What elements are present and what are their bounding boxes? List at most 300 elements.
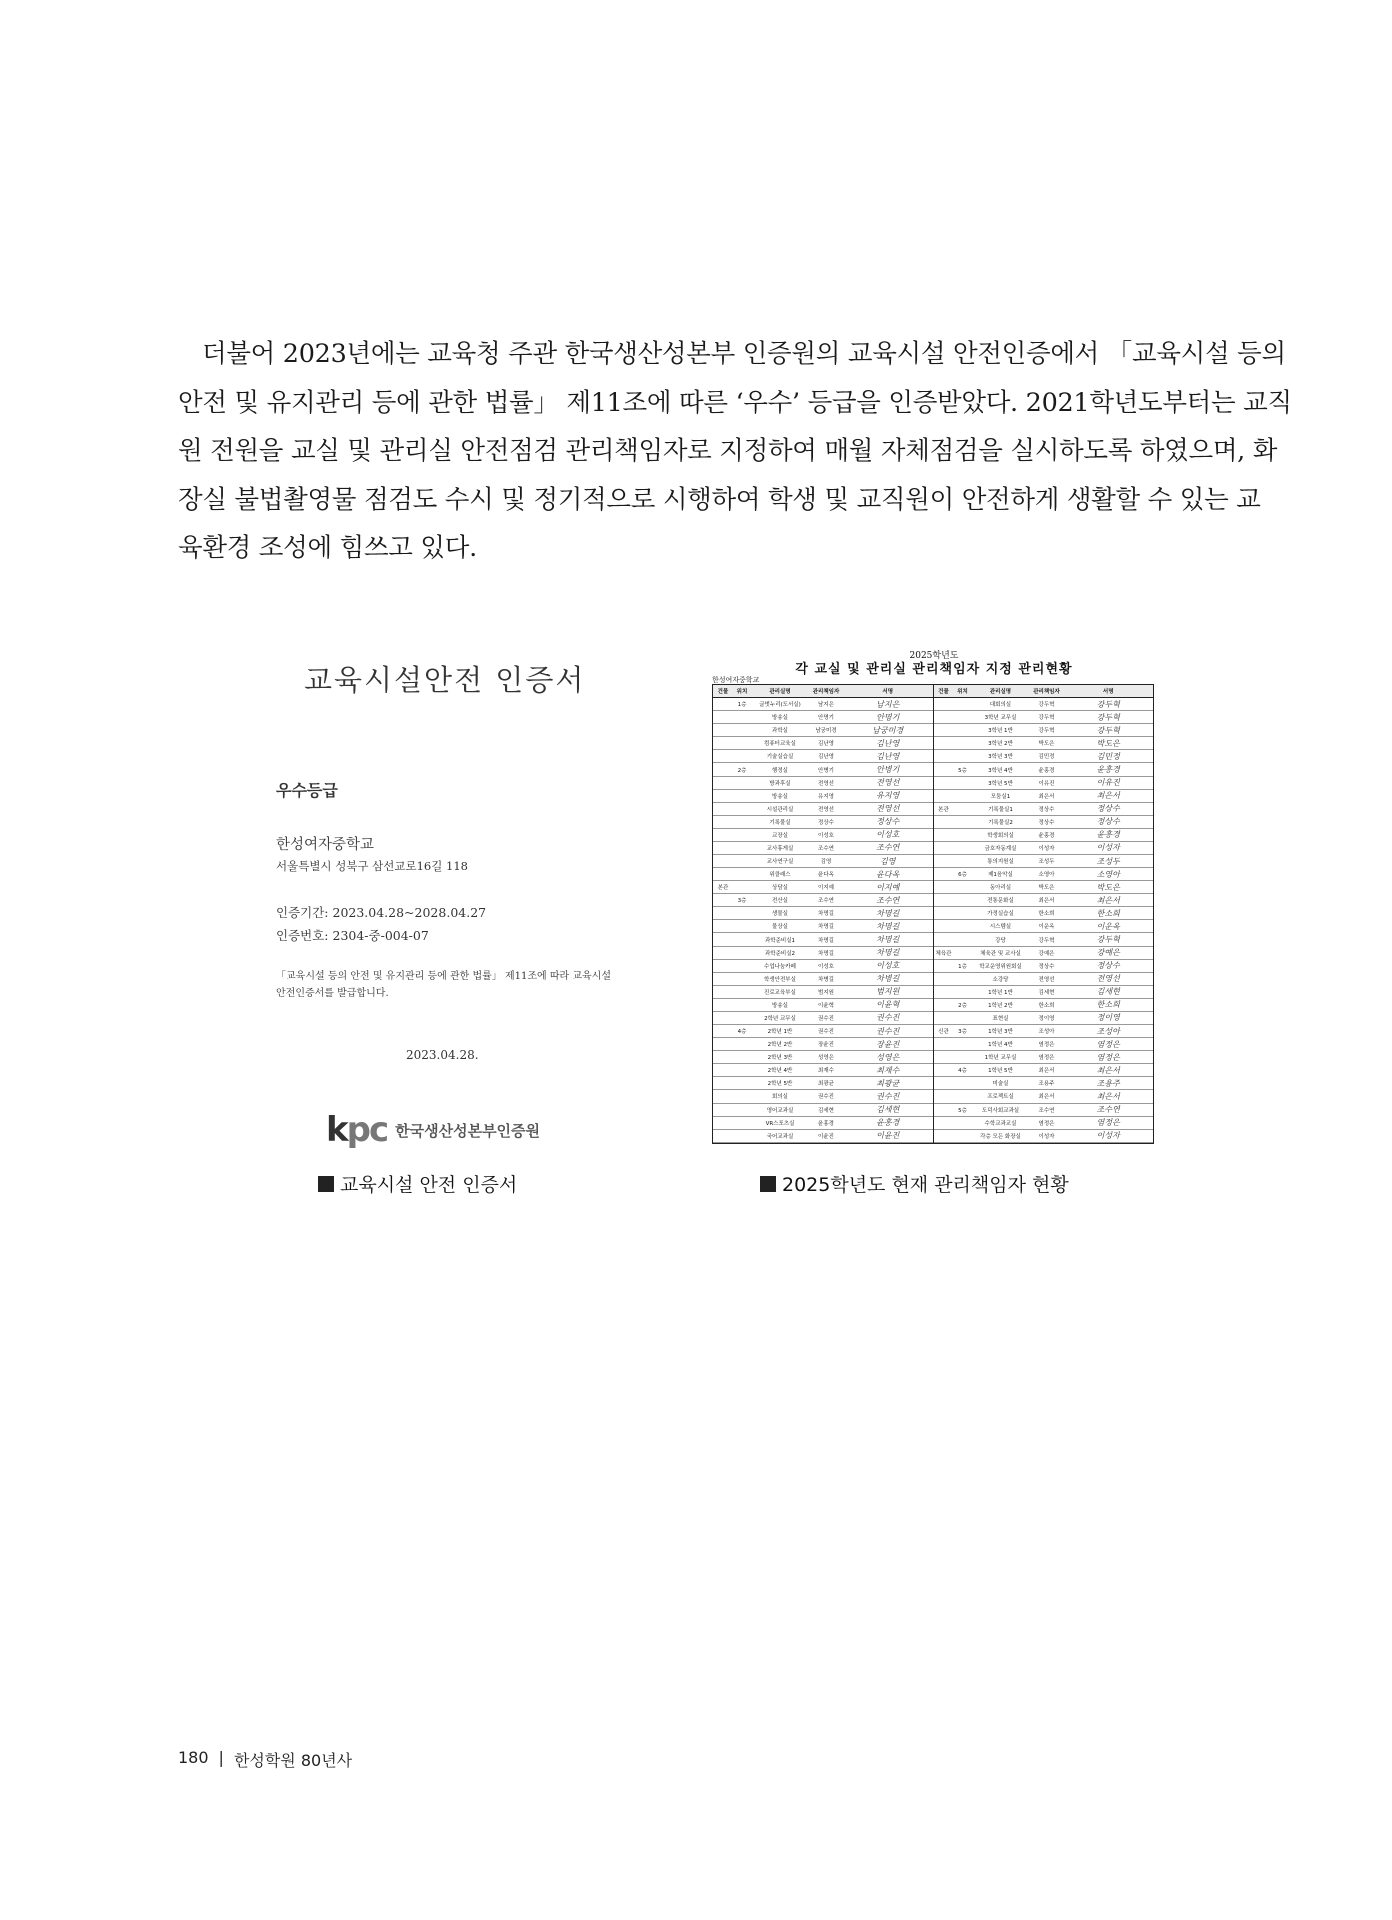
- signature-cell: 박도은: [1096, 738, 1120, 748]
- table-row: [713, 868, 933, 881]
- table-header-cell: 서명: [882, 689, 894, 696]
- table-cell: 표현실: [992, 1015, 1009, 1022]
- signature-cell: 조수연: [876, 895, 900, 905]
- table-row: [713, 724, 933, 737]
- table-cell: 2학년 1반: [767, 1029, 793, 1036]
- table-cell: 2학년 4반: [767, 1068, 793, 1075]
- signature-cell: 김민정: [1096, 751, 1120, 761]
- caption-status-table: [760, 1170, 1069, 1197]
- signature-cell: 범지원: [876, 987, 900, 997]
- table-header-cell: 관리책임자: [1033, 689, 1060, 696]
- signature-cell: 김난영: [876, 751, 900, 761]
- table-cell: 성영은: [818, 1055, 834, 1062]
- table-row: [713, 960, 933, 973]
- table-cell: 프로젝트실: [987, 1094, 1014, 1101]
- table-row: [934, 999, 1154, 1012]
- table-row: [713, 1090, 933, 1103]
- table-cell: 유지영: [818, 793, 834, 800]
- signature-cell: 이지예: [876, 882, 900, 892]
- table-cell: 수업나눔카페: [764, 963, 796, 970]
- kpc-logo-mark: kpc: [326, 1110, 388, 1150]
- table-cell: 최광균: [818, 1081, 834, 1088]
- signature-cell: 최재수: [876, 1065, 900, 1075]
- signature-cell: 이운옥: [1096, 921, 1120, 931]
- table-header-row: [934, 685, 1154, 698]
- table-cell: 2학년 교무실: [764, 1015, 796, 1022]
- signature-cell: 정상수: [876, 817, 900, 827]
- table-cell: 조용주: [1038, 1081, 1055, 1088]
- table-cell: 4층: [958, 1068, 967, 1075]
- table-cell: 본관: [717, 885, 729, 892]
- table-cell: 윤홍경: [1038, 832, 1055, 839]
- table-cell: 조수연: [818, 898, 834, 905]
- table-row: [934, 711, 1154, 724]
- table-row: [713, 855, 933, 868]
- table-cell: 대회의실: [989, 702, 1012, 709]
- table-cell: 이윤혁: [818, 1002, 834, 1009]
- table-row: [713, 986, 933, 999]
- table-row: [934, 1038, 1154, 1051]
- table-header-row: [713, 685, 933, 698]
- signature-cell: 김세현: [876, 1105, 900, 1115]
- signature-cell: 권수진: [876, 1013, 900, 1023]
- signature-cell: 차명길: [876, 948, 900, 958]
- table-cell: 한소희: [1038, 1002, 1055, 1009]
- table-cell: 기술실습실: [766, 754, 794, 761]
- table-row: [934, 790, 1154, 803]
- table-cell: 이성호: [818, 832, 834, 839]
- table-row: [934, 1077, 1154, 1090]
- table-cell: 2층: [958, 1002, 967, 1009]
- table-row: [934, 724, 1154, 737]
- table-cell: 남지은: [818, 702, 834, 709]
- signature-cell: 조성아: [1096, 1026, 1120, 1036]
- table-cell: 강두혁: [1038, 728, 1055, 735]
- table-cell: 전영선: [818, 780, 834, 787]
- table-row: [713, 999, 933, 1012]
- body-line: 장실 불법촬영물 점검도 수시 및 정기적으로 시행하여 학생 및 교직원이 안전하게 생활할 수 있는 교: [178, 484, 1261, 515]
- signature-cell: 권수진: [876, 1026, 900, 1036]
- signature-cell: 정상수: [1096, 961, 1120, 971]
- body-line: 원 전원을 교실 및 관리실 안전점검 관리책임자로 지정하여 매월 자체점검을 실시하도록 하였으며, 화: [178, 436, 1278, 466]
- signature-cell: 염정은: [1096, 1039, 1120, 1049]
- table-cell: 김영: [820, 859, 832, 866]
- table-row: [713, 973, 933, 986]
- table-cell: 시설관리실: [766, 806, 794, 813]
- bullet-square-icon: [760, 1176, 776, 1192]
- table-cell: 권수진: [818, 1015, 834, 1022]
- table-cell: 2층: [737, 767, 747, 774]
- table-header-cell: 건물: [938, 689, 949, 696]
- table-cell: 상담실: [772, 885, 788, 892]
- table-row: [934, 1064, 1154, 1077]
- table-row: [713, 1012, 933, 1025]
- table-cell: 염정은: [1038, 1055, 1055, 1062]
- table-cell: 강두혁: [1038, 702, 1055, 709]
- signature-cell: 강두혁: [1096, 935, 1120, 945]
- table-title: 각 교실 및 관리실 관리책임자 지정 관리현황: [795, 662, 1073, 677]
- status-table-right: [933, 685, 1154, 1143]
- table-row: [934, 855, 1154, 868]
- table-cell: 체육관 및 교사실: [980, 950, 1021, 957]
- table-cell: 최은서: [1038, 898, 1055, 905]
- table-row: [713, 1117, 933, 1130]
- table-header-cell: 건물: [717, 689, 729, 696]
- table-row: [713, 933, 933, 946]
- table-cell: 과학실: [772, 728, 788, 735]
- table-cell: 학생회의실: [987, 832, 1014, 839]
- table-row: [713, 763, 933, 776]
- table-cell: 최은서: [1038, 793, 1055, 800]
- signature-cell: 이성호: [876, 830, 900, 840]
- table-cell: 영어교과실: [766, 1107, 794, 1114]
- page-number: 180: [178, 1748, 209, 1767]
- signature-cell: 최광균: [876, 1078, 900, 1088]
- table-row: [713, 750, 933, 763]
- certificate-title: 교육시설안전 인증서: [304, 663, 586, 697]
- table-cell: 이성자: [1038, 845, 1055, 852]
- table-row: [934, 750, 1154, 763]
- signature-cell: 이성호: [876, 961, 900, 971]
- table-cell: 3학년 5반: [988, 780, 1013, 787]
- certificate-law-text: 「교육시설 등의 안전 및 유지관리 등에 관한 법률」 제11조에 따라 교육시설안전인증서를 발급합니다.: [276, 971, 611, 999]
- signature-cell: 성영은: [876, 1052, 900, 1062]
- signature-cell: 정이영: [1096, 1013, 1120, 1023]
- table-cell: 이유진: [1038, 780, 1055, 787]
- table-cell: 컴퓨터교육실: [764, 741, 796, 748]
- table-cell: 김민정: [1038, 754, 1055, 761]
- table-row: [713, 777, 933, 790]
- table-row: [934, 1104, 1154, 1117]
- body-paragraph: [178, 330, 1292, 573]
- table-row: [713, 1104, 933, 1117]
- signature-cell: 조성두: [1096, 856, 1120, 866]
- signature-cell: 최은서: [1096, 1091, 1120, 1101]
- table-cell: 체육관: [935, 950, 952, 957]
- table-cell: 안명기: [818, 715, 834, 722]
- signature-cell: 김세현: [1096, 987, 1120, 997]
- table-header-cell: 위치: [957, 689, 968, 696]
- signature-cell: 박도은: [1096, 882, 1120, 892]
- table-row: [934, 1025, 1154, 1038]
- table-cell: 차명길: [818, 937, 834, 944]
- table-cell: 미술실: [992, 1081, 1009, 1088]
- body-line: 육환경 조성에 힘쓰고 있다.: [178, 533, 477, 563]
- table-cell: 전영선: [1038, 976, 1055, 983]
- signature-cell: 이성자: [1096, 1131, 1120, 1141]
- table-cell: 조수연: [818, 845, 834, 852]
- table-header-cell: 관리실명: [769, 689, 791, 696]
- table-row: [934, 763, 1154, 776]
- table-cell: 2학년 3반: [767, 1055, 793, 1062]
- table-cell: 1학년 2반: [988, 1002, 1013, 1009]
- signature-cell: 김난영: [876, 738, 900, 748]
- table-row: [713, 829, 933, 842]
- table-cell: 최은서: [1038, 1068, 1055, 1075]
- table-cell: 1학년 1반: [988, 989, 1013, 996]
- table-cell: 전산실: [772, 898, 788, 905]
- table-row: [713, 907, 933, 920]
- table-cell: 동아리실: [989, 885, 1012, 892]
- table-cell: 최재수: [818, 1068, 834, 1075]
- table-cell: 한소희: [1038, 911, 1055, 918]
- table-cell: 3학년 3반: [988, 754, 1013, 761]
- table-cell: 회의실: [772, 1094, 788, 1101]
- signature-cell: 한소희: [1096, 908, 1120, 918]
- table-cell: 강두혁: [1038, 715, 1055, 722]
- table-row: [934, 933, 1154, 946]
- certificate-school: 한성여자중학교: [276, 837, 375, 853]
- table-row: [934, 1051, 1154, 1064]
- table-cell: 기록물실2: [988, 819, 1013, 826]
- table-cell: 1학년 교무실: [984, 1055, 1017, 1062]
- table-cell: 3층: [958, 1029, 967, 1036]
- table-cell: 기록물실1: [988, 806, 1013, 813]
- table-cell: 조성두: [1038, 859, 1055, 866]
- table-cell: 교장실: [772, 832, 788, 839]
- table-cell: 3학년 4반: [988, 767, 1013, 774]
- certificate-address: 서울특별시 성북구 삼선교로16길 118: [276, 859, 468, 873]
- signature-cell: 윤홍경: [876, 1118, 900, 1128]
- table-cell: 금호자동계실: [984, 845, 1017, 852]
- table-cell: 정상수: [818, 819, 834, 826]
- issuer-name: 한국생산성본부인증원: [395, 1121, 541, 1140]
- signature-cell: 염정은: [1096, 1118, 1120, 1128]
- table-row: [713, 1077, 933, 1090]
- table-cell: 소강당: [992, 976, 1009, 983]
- table-header-cell: 관리책임자: [812, 689, 840, 696]
- table-row: [713, 1051, 933, 1064]
- signature-cell: 강두혁: [1096, 725, 1120, 735]
- table-cell: 행정실: [772, 767, 788, 774]
- table-cell: 차명길: [818, 950, 834, 957]
- table-row: [713, 894, 933, 907]
- table-cell: 교사휴게실: [766, 845, 794, 852]
- table-cell: 방과후실: [769, 780, 791, 787]
- caption-certificate: [318, 1170, 517, 1197]
- table-cell: 이윤진: [818, 1133, 834, 1140]
- table-cell: 본관: [938, 806, 949, 813]
- table-cell: 진로교육부실: [764, 989, 796, 996]
- signature-cell: 차명길: [876, 935, 900, 945]
- table-row: [934, 920, 1154, 933]
- signature-cell: 차명길: [876, 921, 900, 931]
- table-row: [934, 986, 1154, 999]
- bullet-square-icon: [318, 1176, 334, 1192]
- table-cell: 모둠실1: [990, 793, 1011, 800]
- table-cell: 최은서: [1038, 1094, 1055, 1101]
- table-cell: 3학년 2반: [988, 741, 1013, 748]
- table-cell: 강예은: [1038, 950, 1055, 957]
- table-cell: 2학년 5반: [767, 1081, 793, 1088]
- table-cell: 소영아: [1038, 872, 1055, 879]
- table-cell: 방송실: [772, 1002, 788, 1009]
- signature-cell: 김영: [880, 856, 896, 866]
- signature-cell: 전영선: [876, 778, 900, 788]
- signature-cell: 윤홍경: [1096, 830, 1120, 840]
- table-cell: 1학년 3반: [988, 1029, 1013, 1036]
- manager-status-table-image: [712, 648, 1156, 1146]
- signature-cell: 강예은: [1096, 948, 1120, 958]
- table-row: [934, 1117, 1154, 1130]
- table-cell: 윤다옥: [818, 872, 834, 879]
- table-header-cell: 서명: [1102, 689, 1114, 696]
- certificate-grade: 우수등급: [276, 781, 338, 800]
- table-cell: 도덕사회교과실: [981, 1107, 1020, 1114]
- signature-cell: 유지영: [876, 791, 900, 801]
- signature-cell: 소영아: [1096, 869, 1120, 879]
- table-row: [713, 920, 933, 933]
- table-cell: 가정실습실: [987, 911, 1014, 918]
- signature-cell: 차병길: [876, 974, 900, 984]
- signature-cell: 장윤진: [876, 1039, 900, 1049]
- table-row: [934, 894, 1154, 907]
- table-row: [713, 842, 933, 855]
- book-title: 한성학원 80년사: [233, 1751, 353, 1770]
- table-cell: 차병길: [818, 976, 834, 983]
- table-cell: 글벗누리(도서실): [759, 702, 801, 709]
- table-cell: 6층: [958, 872, 967, 879]
- table-cell: 장윤진: [818, 1042, 834, 1049]
- signature-cell: 최은서: [1096, 791, 1120, 801]
- table-cell: 3학년 교무실: [984, 715, 1017, 722]
- table-row: [713, 790, 933, 803]
- table-cell: 조성아: [1038, 1029, 1055, 1036]
- signature-cell: 남지은: [876, 699, 900, 709]
- table-cell: 박도은: [1038, 885, 1055, 892]
- table-row: [713, 1038, 933, 1051]
- table-row: [713, 1025, 933, 1038]
- table-row: [934, 960, 1154, 973]
- status-table: [712, 684, 1154, 1144]
- signature-cell: 조수연: [1096, 1105, 1120, 1115]
- safety-certificate-image: [266, 648, 652, 1158]
- table-cell: 3층: [737, 898, 747, 905]
- table-row: [713, 737, 933, 750]
- signature-cell: 권수진: [876, 1091, 900, 1101]
- table-cell: 강당: [995, 937, 1006, 944]
- signature-cell: 정상수: [1096, 804, 1120, 814]
- table-year: 2025학년도: [909, 651, 959, 661]
- table-row: [713, 816, 933, 829]
- table-cell: 이성자: [1038, 1133, 1055, 1140]
- caption-text: 교육시설 안전 인증서: [340, 1174, 518, 1196]
- table-row: [934, 907, 1154, 920]
- table-cell: 김난영: [818, 741, 834, 748]
- table-cell: 1학년 4반: [988, 1042, 1013, 1049]
- table-cell: 박도은: [1038, 741, 1055, 748]
- table-cell: 방송실: [772, 715, 788, 722]
- table-row: [934, 829, 1154, 842]
- table-cell: 염정은: [1038, 1120, 1055, 1127]
- signature-cell: 이성자: [1096, 843, 1120, 853]
- table-row: [713, 711, 933, 724]
- table-cell: 남궁미경: [815, 728, 837, 735]
- table-cell: 염정은: [1038, 1042, 1055, 1049]
- table-cell: 정상수: [1038, 806, 1055, 813]
- signature-cell: 안병기: [876, 765, 900, 774]
- signature-cell: 안명기: [876, 712, 900, 722]
- table-row: [934, 698, 1154, 711]
- table-cell: 시스템실: [989, 924, 1012, 931]
- signature-cell: 최은서: [1096, 1065, 1120, 1075]
- table-cell: 1층: [737, 702, 747, 709]
- signature-cell: 염정은: [1096, 1052, 1120, 1062]
- table-cell: 정이영: [1038, 1015, 1055, 1022]
- caption-text: 2025학년도 현재 관리책임자 현황: [782, 1174, 1069, 1196]
- table-cell: 전통문화실: [987, 898, 1014, 905]
- table-cell: 5층: [958, 1107, 967, 1114]
- table-cell: 위클래스: [769, 872, 791, 879]
- table-header-cell: 위치: [736, 689, 748, 696]
- table-row: [934, 842, 1154, 855]
- table-cell: 각층 모든 화장실: [980, 1133, 1021, 1140]
- table-row: [934, 803, 1154, 816]
- table-row: [934, 881, 1154, 894]
- table-cell: 수학교과교실: [984, 1120, 1017, 1127]
- signature-cell: 조용주: [1096, 1078, 1120, 1088]
- table-cell: 범지원: [818, 989, 834, 996]
- signature-cell: 정상수: [1096, 817, 1120, 827]
- table-cell: 2학년 2반: [767, 1042, 793, 1049]
- table-cell: 학교운영위원회실: [979, 963, 1022, 970]
- table-row: [934, 947, 1154, 960]
- signature-cell: 강두혁: [1096, 699, 1120, 709]
- table-row: [713, 947, 933, 960]
- table-cell: 과학준비실1: [764, 937, 796, 944]
- table-cell: 윤홍경: [818, 1120, 834, 1127]
- kpc-logo: [326, 1110, 540, 1150]
- table-cell: 윤홍경: [1038, 767, 1055, 774]
- table-cell: 1학년 5반: [988, 1068, 1013, 1075]
- table-row: [934, 973, 1154, 986]
- table-cell: 기록물실: [769, 819, 791, 826]
- table-row: [934, 737, 1154, 750]
- table-cell: 학생안전부실: [764, 976, 796, 983]
- table-cell: 1층: [958, 963, 967, 970]
- table-cell: 김세현: [1038, 989, 1055, 996]
- table-cell: 안병기: [818, 767, 834, 774]
- signature-cell: 최은서: [1096, 895, 1120, 905]
- table-cell: 생물실: [772, 911, 788, 918]
- table-header-cell: 관리실명: [989, 689, 1012, 696]
- table-cell: 제1음악실: [988, 872, 1013, 879]
- table-cell: 차명길: [818, 911, 834, 918]
- table-cell: 김세현: [818, 1107, 834, 1114]
- signature-cell: 윤다옥: [876, 869, 900, 879]
- table-row: [713, 803, 933, 816]
- certificate-number: 인증번호: 2304-중-004-07: [276, 928, 429, 943]
- signature-cell: 한소희: [1096, 1000, 1120, 1010]
- table-cell: 4층: [737, 1029, 747, 1036]
- footer-separator: |: [218, 1748, 224, 1767]
- body-line: 더불어 2023년에는 교육청 주관 한국생산성본부 인증원의 교육시설 안전인증에서 「교육시설 등의: [202, 339, 1286, 369]
- table-cell: 강두혁: [1038, 937, 1055, 944]
- table-cell: 권수진: [818, 1029, 834, 1036]
- table-row: [934, 1090, 1154, 1103]
- table-school: 한성여자중학교: [712, 676, 760, 684]
- table-cell: 차명길: [818, 924, 834, 931]
- status-table-left: [713, 685, 933, 1143]
- table-row: [934, 816, 1154, 829]
- table-row: [934, 1012, 1154, 1025]
- table-cell: 신관: [938, 1029, 949, 1036]
- table-row: [713, 1130, 933, 1143]
- signature-cell: 차명길: [876, 908, 900, 918]
- table-row: [713, 881, 933, 894]
- table-cell: 정상수: [1038, 963, 1055, 970]
- signature-cell: 남궁미경: [872, 725, 904, 735]
